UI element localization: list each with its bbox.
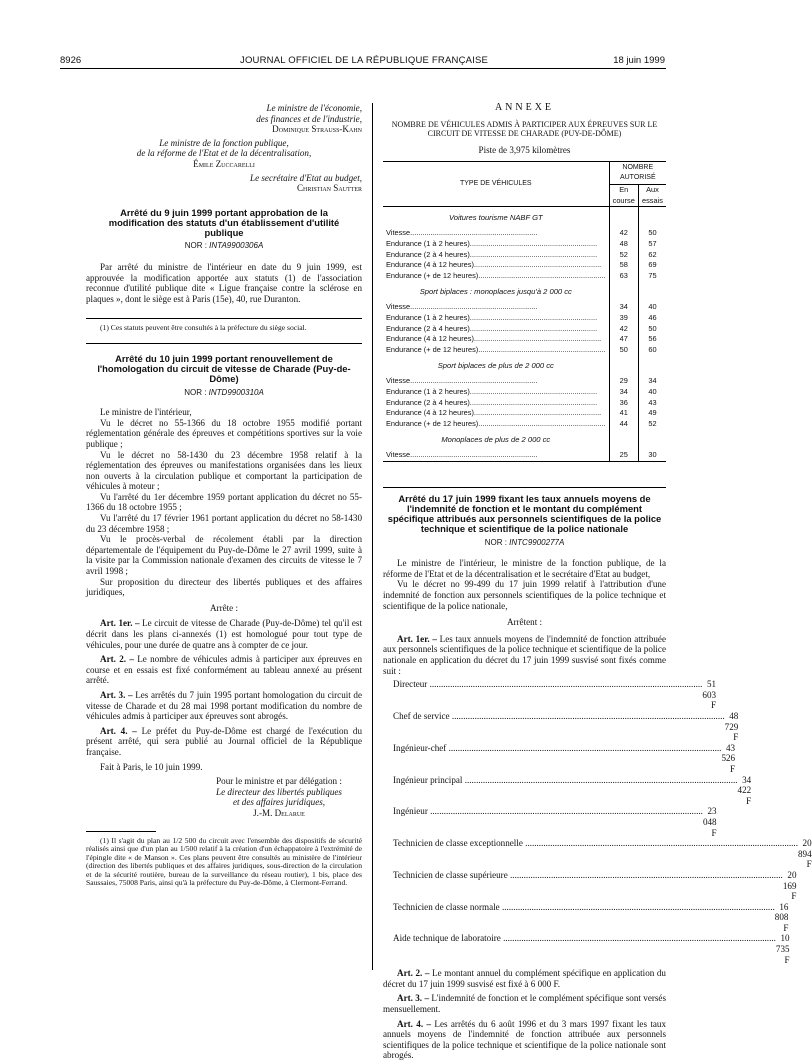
art-heading: Art. 1er. –	[397, 633, 437, 644]
arrete-2-p2: Vu le décret no 58-1430 du 23 décembre 1958 relatif à la réglementation des épreuves ou manifestations organisées dans les lieux non ouverts à la circulation publique et comportant la participation de véhicules à moteur ;	[86, 449, 362, 492]
vehicles-table-body	[383, 207, 666, 462]
nor-code: INTD9900310A	[208, 387, 264, 397]
annexe-piste: Piste de 3,975 kilomètres	[478, 144, 571, 155]
count-course: 39	[609, 313, 638, 324]
vehicle-row	[383, 324, 666, 335]
salary-grade: Ingénieur ........................................................................................................................	[393, 806, 703, 817]
salary-amount: 48 729 F	[724, 711, 739, 743]
vehicle-group-row	[383, 281, 666, 302]
empty-cell	[609, 281, 638, 302]
art-text: Les taux annuels moyens de l'indemnité de fonction attribuée aux personnels scientifiques de la police technique et scientifique de la police nationale en application du décret du 17 juin 1999 susvisé sont fixés comme suit :	[383, 633, 666, 676]
arrete-2-art1	[86, 618, 362, 650]
sig1-line2: des finances et de l'industrie,	[256, 113, 362, 124]
arrete-3-nor	[383, 538, 666, 549]
arrete-3-title: Arrêté du 17 juin 1999 fixant les taux annuels moyens de l'indemnité de fonction et le montant du complément spécifique attribués aux personnels scientifiques de la police technique et scientifique de la police nationale	[387, 492, 662, 535]
col-header-type: TYPE DE VÉHICULES	[383, 162, 609, 207]
salary-amount: 43 526 F	[721, 742, 736, 774]
arrete-1-text: Par arrêté du ministre de l'intérieur en date du 9 juin 1999, est approuvée la modification apportée aux statuts (1) de l'association reconnue d'utilité publique dite « Ligue française contre la sclérose en plaques », dont le siège est à Paris (15e), 40, rue Duranton.	[86, 261, 362, 304]
vehicle-row	[383, 450, 666, 461]
arrete-2-p1: Vu le décret no 55-1366 du 18 octobre 1955 modifié portant réglementation générale des épreuves et compétitions sportives sur la voie publique ;	[86, 417, 362, 449]
count-course: 25	[609, 450, 638, 461]
art-text: Le montant annuel du complément spécifique en application du décret du 17 juin 1999 susvisé est fixé à 6 000 F.	[383, 968, 666, 989]
count-course: 36	[609, 398, 638, 409]
arrete-2-p3: Vu l'arrêté du 1er décembre 1959 portant application du décret no 55-1366 du 18 octobre 1955 ;	[86, 491, 362, 513]
empty-cell	[638, 207, 666, 229]
salary-row	[393, 774, 752, 807]
count-essais: 60	[638, 345, 666, 356]
nor-label: NOR :	[484, 537, 507, 547]
count-course: 42	[609, 228, 638, 239]
salary-grade: Aide technique de laboratoire ........................................................................................................................	[393, 933, 776, 944]
signature-block-2	[86, 138, 362, 170]
salary-amount: 51 603 F	[702, 679, 717, 711]
salary-grade: Chef de service ........................................................................................................................	[393, 711, 725, 721]
count-essais: 46	[638, 313, 666, 324]
vehicle-row	[383, 398, 666, 409]
count-essais: 56	[638, 334, 666, 345]
vehicle-type: Endurance (1 à 2 heures)..............................................................	[386, 312, 598, 322]
salary-amount: 20 894 F	[797, 838, 812, 870]
count-course: 34	[609, 302, 638, 313]
arrete-3-art1	[383, 634, 666, 676]
arrete-2-p5: Vu le procès-verbal de récolement établi par la direction départementale de l'équipement du Puy-de-Dôme le 27 avril 1999, suite à la visite par la Commission nationale d'examen des circuits de vitesse le 7 avril 1998 ;	[86, 534, 362, 577]
art-text: Le préfet du Puy-de-Dôme est chargé de l'exécution du présent arrêté, qui sera publié au Journal officiel de la République française.	[86, 725, 362, 757]
salary-grade: Directeur ........................................................................................................................	[393, 679, 703, 690]
arrete-3-p2: Vu le décret no 99-499 du 17 juin 1999 relatif à l'attribution d'une indemnité de fonction aux personnels scientifiques de la police technique et scientifique de la police nationale,	[383, 579, 666, 611]
art-heading: Art. 1er. –	[100, 618, 140, 629]
count-essais: 57	[638, 239, 666, 250]
sig2-name: Émile Zuccarelli	[193, 158, 255, 169]
vehicle-row	[383, 334, 666, 345]
col-header-nombre: NOMBRE AUTORISÉ	[609, 162, 666, 185]
vehicle-row	[383, 345, 666, 356]
salary-list	[393, 679, 812, 965]
art-heading: Art. 3. –	[397, 993, 429, 1004]
arrete-2-nor	[86, 388, 362, 399]
arrete-2-p4: Vu l'arrêté du 17 février 1961 portant application du décret no 58-1430 du 23 décembre 1958 ;	[86, 513, 362, 534]
vehicle-type: Endurance (2 à 4 heures)..............................................................	[386, 249, 598, 259]
vehicle-row	[383, 260, 666, 271]
vehicle-row	[383, 271, 666, 282]
annexe-subtitle: NOMBRE DE VÉHICULES ADMIS À PARTICIPER AUX ÉPREUVES SUR LE CIRCUIT DE VITESSE DE CHARADE (PUY-DE-DÔME)	[391, 119, 658, 139]
sig-line2: Le directeur des libertés publiques	[216, 786, 342, 797]
signature-block-3	[86, 173, 362, 194]
art-text: Les arrêtés du 6 août 1996 et du 3 mars 1997 fixant les taux annuels moyens de l'indemnité de fonction attribuée aux personnels scientifiques de la police technique et scientifique de la police nationale sont abrogés.	[383, 1018, 667, 1061]
count-essais: 40	[638, 302, 666, 313]
vehicle-group-row	[383, 355, 666, 376]
empty-cell	[638, 429, 666, 450]
section-rule	[86, 343, 362, 344]
salary-grade: Ingénieur principal ........................................................................................................................	[393, 774, 738, 785]
sig1-line1: Le ministre de l'économie,	[266, 103, 362, 113]
vehicle-group-name: Sport biplaces de plus de 2 000 cc	[437, 361, 554, 371]
salary-amount: 23 048 F	[702, 806, 717, 838]
nor-label: NOR :	[184, 241, 207, 251]
arrete-3-art3	[383, 993, 666, 1014]
vehicle-type: Endurance (1 à 2 heures)..............................................................	[386, 238, 598, 248]
sig1-name: Dominique Strauss-Kahn	[272, 124, 362, 135]
arrete-2-p6: Sur proposition du directeur des libertés publiques et des affaires juridiques,	[86, 576, 362, 598]
vehicle-group-name: Monoplaces de plus de 2 000 cc	[441, 435, 551, 445]
arrete-2-art2	[86, 654, 362, 686]
vehicle-type: Endurance (+ de 12 heures)..............................................................	[386, 344, 606, 354]
count-essais: 69	[638, 260, 666, 271]
arrete-3-art4	[383, 1019, 666, 1061]
art-text: Le circuit de vitesse de Charade (Puy-de-Dôme) tel qu'il est décrit dans les plans ci-annexés (1) est homologué pour tout type de véhicules, pour une durée de quatre ans à compter de ce jour.	[86, 618, 362, 650]
page-number: 8926	[60, 55, 82, 66]
count-essais: 40	[638, 387, 666, 398]
section-rule	[383, 487, 666, 488]
note-rule	[86, 318, 362, 319]
empty-cell	[638, 281, 666, 302]
sig2-line2: de la réforme de l'Etat et de la décentralisation,	[136, 148, 312, 159]
arrete-2-signature	[196, 776, 362, 818]
salary-amount: 16 808 F	[774, 901, 789, 933]
arrete-2-art4	[86, 726, 362, 758]
arrete-3-arrete: Arrêtent :	[506, 617, 543, 628]
count-course: 41	[609, 408, 638, 419]
left-column	[86, 103, 362, 888]
art-text: L'indemnité de fonction et le complément spécifique sont versés mensuellement.	[383, 993, 666, 1015]
count-course: 44	[609, 419, 638, 430]
salary-amount: 20 169 F	[782, 869, 797, 902]
arrete-1	[86, 208, 362, 344]
arrete-1-note: (1) Ces statuts peuvent être consultés à la préfecture du siège social.	[100, 323, 307, 333]
count-course: 58	[609, 260, 638, 271]
col-header-essais: Aux essais	[638, 185, 666, 207]
sig3-line1: Le secrétaire d'Etat au budget,	[250, 172, 362, 183]
count-essais: 75	[638, 271, 666, 282]
count-essais: 34	[638, 376, 666, 387]
salary-row	[393, 711, 739, 743]
signature-block-1	[196, 103, 362, 135]
vehicle-group-name: Voitures tourisme NABF GT	[448, 213, 543, 223]
count-course: 48	[609, 239, 638, 250]
sig-line1: Pour le ministre et par délégation :	[216, 776, 342, 787]
salary-row	[393, 806, 717, 838]
arrete-2-title: Arrêté du 10 juin 1999 portant renouvellement de l'homologation du circuit de vitesse de Charade (Puy-de-Dôme)	[97, 352, 351, 385]
vehicle-row	[383, 302, 666, 313]
annexe-title: ANNEXE	[494, 102, 555, 113]
count-course: 47	[609, 334, 638, 345]
vehicle-group-name: Sport biplaces : monoplaces jusqu'à 2 000 cc	[419, 287, 572, 297]
vehicle-row	[383, 387, 666, 398]
vehicle-row	[383, 239, 666, 250]
arrete-1-nor	[86, 241, 362, 252]
vehicle-type: Endurance (1 à 2 heures)..............................................................	[386, 386, 598, 396]
salary-row	[393, 901, 789, 934]
empty-cell	[609, 207, 638, 229]
vehicle-row	[383, 313, 666, 324]
count-course: 29	[609, 376, 638, 387]
count-course: 50	[609, 345, 638, 356]
sig-name: J.-M. Delarue	[253, 807, 305, 818]
vehicle-type: Endurance (2 à 4 heures)..............................................................	[386, 397, 598, 407]
vehicle-row	[383, 250, 666, 261]
vehicle-type: Endurance (4 à 12 heures)..............................................................	[386, 408, 602, 418]
vehicle-type: Vitesse..............................................................	[386, 228, 538, 238]
vehicle-group-row	[383, 429, 666, 450]
arrete-1-title: Arrêté du 9 juin 1999 portant approbation de la modification des statuts d'un établissement d'utilité publique	[108, 206, 340, 239]
empty-cell	[609, 429, 638, 450]
arrete-2-note: (1) Il s'agit du plan au 1/2 500 du circuit avec l'ensemble des dispositifs de sécurité réalisés ainsi que d'un plan au 1/500 relatif à la création d'un échappatoire à l'extrémité de l'épingle dite « de Manson ». Ces plans peuvent être consultés au ministère de l'intérieur (direction des libertés publiques et des affaires juridiques, sous-direction de la circulation et de la sécurité routière, bureau de la surveillance du réseau routier), 1 bis, place des Saussaies, 75008 Paris, ainsi qu'à la préfecture du Puy-de-Dôme, à Clermont-Ferrand.	[86, 835, 362, 888]
nor-code: INTC9900277A	[509, 537, 565, 547]
art-heading: Art. 4. –	[100, 725, 137, 736]
vehicle-type: Vitesse..............................................................	[386, 376, 538, 386]
vehicle-group-row	[383, 207, 666, 229]
salary-row	[393, 838, 812, 870]
vehicle-row	[383, 228, 666, 239]
vehicle-type: Endurance (2 à 4 heures)..............................................................	[386, 323, 598, 333]
count-essais: 49	[638, 408, 666, 419]
page-header	[60, 55, 665, 69]
salary-grade: Technicien de classe normale ........................................................................................................................	[393, 901, 775, 912]
count-course: 34	[609, 387, 638, 398]
count-course: 52	[609, 250, 638, 261]
salary-amount: 10 735 F	[775, 933, 790, 965]
count-essais: 50	[638, 228, 666, 239]
empty-cell	[638, 355, 666, 376]
vehicles-table	[383, 161, 666, 462]
art-heading: Art. 2. –	[100, 654, 134, 665]
count-essais: 30	[638, 450, 666, 461]
vehicle-row	[383, 408, 666, 419]
vehicle-type: Endurance (+ de 12 heures)..............................................................	[386, 418, 606, 428]
col-header-course: En course	[609, 185, 638, 207]
count-course: 63	[609, 271, 638, 282]
vehicle-type: Endurance (+ de 12 heures)..............................................................	[386, 270, 606, 280]
arrete-2-fait: Fait à Paris, le 10 juin 1999.	[100, 761, 203, 772]
count-essais: 52	[638, 419, 666, 430]
vehicle-row	[383, 376, 666, 387]
art-text: Les arrêtés du 7 juin 1995 portant homologation du circuit de vitesse de Charade et du 28 mai 1998 portant modification du nombre de véhicules admis à participer aux épreuves sont abrogés.	[86, 689, 363, 722]
salary-row	[393, 679, 717, 711]
arrete-3-p1: Le ministre de l'intérieur, le ministre de la fonction publique, de la réforme de l'Etat et de la décentralisation et le secrétaire d'Etat au budget,	[383, 558, 666, 579]
issue-date: 18 juin 1999	[613, 55, 665, 66]
vehicle-type: Vitesse..............................................................	[386, 302, 538, 312]
salary-grade: Ingénieur-chef ........................................................................................................................	[393, 742, 722, 753]
nor-label: NOR :	[184, 387, 207, 397]
count-essais: 50	[638, 324, 666, 335]
vehicle-type: Endurance (4 à 12 heures)..............................................................	[386, 334, 602, 344]
salary-row	[393, 869, 797, 902]
nor-code: INTA9900306A	[209, 241, 264, 251]
right-column	[383, 102, 812, 1061]
art-heading: Art. 4. –	[397, 1018, 432, 1029]
arrete-3	[383, 492, 812, 1061]
salary-row	[393, 933, 790, 965]
journal-title: JOURNAL OFFICIEL DE LA RÉPUBLIQUE FRANÇAISE	[240, 55, 489, 66]
sig2-line1: Le ministre de la fonction publique,	[159, 137, 289, 148]
count-essais: 43	[638, 398, 666, 409]
vehicle-type: Endurance (4 à 12 heures)..............................................................	[386, 260, 602, 270]
arrete-2	[86, 354, 362, 888]
art-heading: Art. 3. –	[100, 689, 133, 700]
footnote-rule	[86, 831, 156, 832]
salary-row	[393, 742, 736, 775]
art-heading: Art. 2. –	[397, 968, 430, 979]
sig-line3: et des affaires juridiques,	[232, 797, 326, 808]
count-essais: 62	[638, 250, 666, 261]
vehicle-row	[383, 419, 666, 430]
arrete-2-p0: Le ministre de l'intérieur,	[100, 407, 192, 418]
art-text: Le nombre de véhicules admis à participer aux épreuves en course et en essais est fixé conformément au tableau annexé au présent arrêté.	[86, 654, 362, 686]
vehicle-type: Vitesse..............................................................	[386, 450, 538, 460]
sig3-name: Christian Sautter	[296, 183, 362, 194]
header-rule	[60, 68, 666, 69]
column-divider	[372, 103, 373, 970]
salary-amount: 34 422 F	[737, 774, 752, 806]
salary-grade: Technicien de classe exceptionnelle ........................................................................................................................	[393, 838, 798, 849]
empty-cell	[609, 355, 638, 376]
arrete-3-art2	[383, 968, 666, 989]
arrete-2-arrete: Arrête :	[209, 602, 239, 613]
count-course: 42	[609, 324, 638, 335]
salary-grade: Technicien de classe supérieure ........................................................................................................................	[393, 869, 783, 880]
arrete-2-art3	[86, 690, 362, 722]
